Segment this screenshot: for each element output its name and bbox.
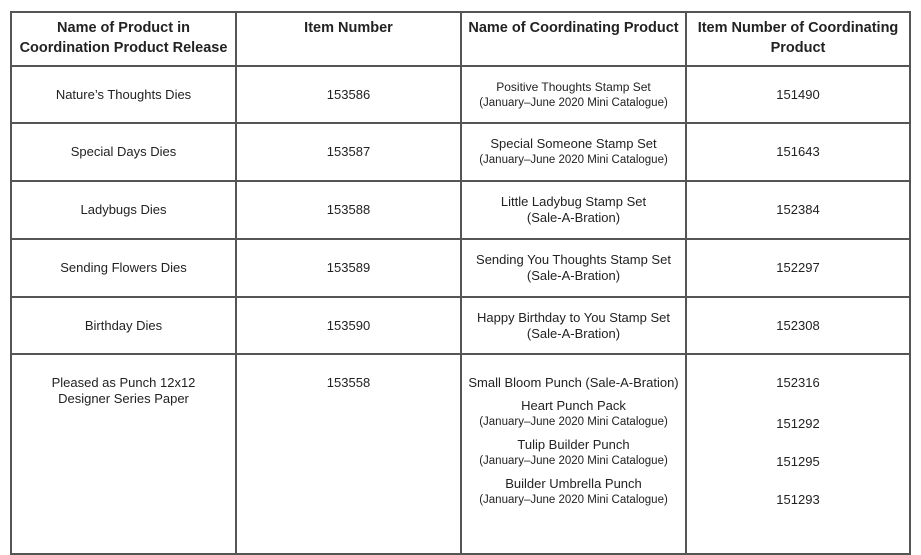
coordinating-product-entry: [462, 476, 685, 508]
coordinating-item-number-cell: 151643: [686, 123, 910, 181]
coordinating-product-name: Sending You Thoughts Stamp Set: [476, 252, 671, 267]
product-name-cell: Sending Flowers Dies: [11, 239, 236, 297]
product-name-cell: Special Days Dies: [11, 123, 236, 181]
coordinating-item-number: 151293: [776, 492, 820, 507]
coordinating-item-number: 152316: [776, 375, 820, 390]
table-row: [11, 123, 910, 181]
coordinating-item-number-cell: 152297: [686, 239, 910, 297]
coordinating-product-entry: [462, 375, 685, 391]
coordinating-product-cell: [461, 181, 686, 239]
coordinating-product-name: Special Someone Stamp Set: [490, 136, 657, 151]
table-row: [11, 354, 910, 554]
product-name-cell: Birthday Dies: [11, 297, 236, 354]
item-number-cell: 153558: [236, 354, 461, 554]
coordinating-product-cell: [461, 354, 686, 554]
coordinating-product-entry: [462, 437, 685, 469]
coordinating-product-note: (January–June 2020 Mini Catalogue): [479, 455, 668, 467]
coordinating-item-number: 151292: [776, 416, 820, 431]
coordinating-product-note: (January–June 2020 Mini Catalogue): [479, 96, 668, 109]
header-coordinating-item-number: Item Number of Coordinating Product: [686, 12, 910, 66]
product-name-line: Designer Series Paper: [58, 391, 189, 406]
coordinating-item-number-cell: 151490: [686, 66, 910, 123]
table-row: [11, 66, 910, 123]
coordinating-product-name: Happy Birthday to You Stamp Set: [477, 309, 670, 325]
coordinating-product-note: (Sale-A-Bration): [526, 325, 621, 341]
item-number-cell: 153587: [236, 123, 461, 181]
coordinating-item-number: 151295: [776, 454, 820, 469]
coordinating-product-note: (January–June 2020 Mini Catalogue): [479, 416, 668, 428]
coordinating-product-name: Tulip Builder Punch: [517, 437, 630, 452]
product-name-line: Pleased as Punch 12x12: [51, 375, 196, 390]
coordinating-product-note: (Sale-A-Bration): [526, 210, 621, 225]
coordinating-product-cell: [461, 239, 686, 297]
table-row: [11, 297, 910, 354]
coordinating-product-cell: [461, 66, 686, 123]
product-name-cell: Nature’s Thoughts Dies: [11, 66, 236, 123]
coordinating-product-name: Little Ladybug Stamp Set: [500, 194, 647, 209]
header-coordinating-product: Name of Coordinating Product: [461, 12, 686, 66]
coordinating-product-name: Heart Punch Pack: [521, 398, 626, 413]
coordinating-product-name: Positive Thoughts Stamp Set: [496, 79, 651, 94]
coordinating-product-note: (January–June 2020 Mini Catalogue): [479, 494, 668, 506]
header-row: [11, 12, 910, 66]
coordinating-item-number-cell: [686, 354, 910, 554]
item-number-cell: 153590: [236, 297, 461, 354]
header-product-name: Name of Product in Coordination Product Release: [11, 12, 236, 66]
coordinating-item-number-cell: 152308: [686, 297, 910, 354]
product-name-cell: Ladybugs Dies: [11, 181, 236, 239]
header-item-number: Item Number: [236, 12, 461, 66]
item-number-cell: 153589: [236, 239, 461, 297]
coordinating-product-note: (January–June 2020 Mini Catalogue): [479, 154, 668, 166]
coordinating-item-number-cell: 152384: [686, 181, 910, 239]
coordinating-product-cell: [461, 123, 686, 181]
item-number-cell: 153588: [236, 181, 461, 239]
coordinating-product-name: Builder Umbrella Punch: [505, 476, 642, 491]
coordinating-products-table: [10, 11, 911, 555]
item-number-cell: 153586: [236, 66, 461, 123]
coordinating-product-cell: [461, 297, 686, 354]
table-row: [11, 181, 910, 239]
coordinating-product-note: (Sale-A-Bration): [526, 268, 621, 283]
product-name-cell: [11, 354, 236, 554]
table-row: [11, 239, 910, 297]
coordinating-product-entry: [462, 398, 685, 430]
coordinating-product-name: Small Bloom Punch (Sale-A-Bration): [468, 375, 679, 390]
